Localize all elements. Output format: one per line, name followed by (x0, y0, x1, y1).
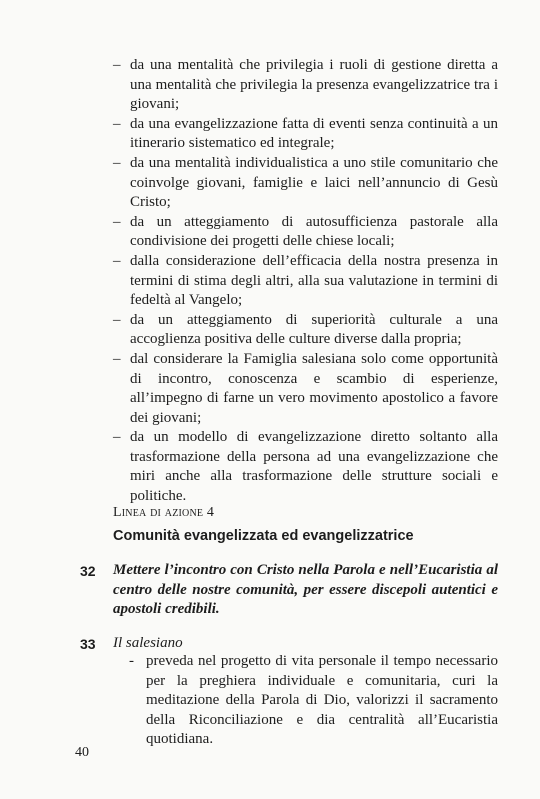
dash-marker: – (113, 57, 121, 73)
dash-marker: – (113, 252, 121, 269)
dash-marker: – (113, 350, 121, 367)
list-item: – da una mentalità individualistica a uno stile comunitario che coinvolge giovani, famiglie e laici nell’annuncio di Gesù Cristo; (113, 154, 499, 211)
list-item: – da un atteggiamento di autosufficienza pastorale alla condivisione dei progetti delle chiese locali; (113, 213, 498, 250)
paragraph-number: 33 (80, 636, 96, 652)
page-number: 40 (75, 745, 89, 760)
transition-list (113, 56, 498, 507)
paragraph-number: 32 (80, 563, 96, 579)
paragraph-33-lead: Il salesiano (113, 635, 183, 651)
dash-marker: – (113, 213, 121, 230)
list-item: – da un atteggiamento di superiorità culturale a una accoglienza positiva delle culture diverse dalla propria; (113, 311, 498, 348)
paragraph-32: Mettere l’incontro con Cristo nella Parola e nell’Eucaristia al centro delle nostre comunità, per essere discepoli autentici e apostoli credibili. (113, 562, 499, 618)
list-item: – da un modello di evangelizzazione diretto soltanto alla trasformazione della persona ad una evangelizzazione che miri anche alla trasformazione delle strutture sociali e politiche. (113, 429, 498, 505)
list-item: – dal considerare la Famiglia salesiana solo come opportunità di incontro, conoscenza e scambio di esperienze, all’impegno di farne un vero movimento apostolico a favore dei giovani; (113, 350, 498, 426)
dash-marker: – (113, 115, 121, 132)
list-item: - preveda nel progetto di vita personale il tempo necessario per la preghiera individuale e comunitaria, curi la meditazione della Parola di Dio, valorizzi il sacramento della Riconciliazione e dia centralità all’Eucaristia quotidiana. (129, 653, 498, 748)
dash-marker: – (113, 429, 121, 446)
dash-marker: – (113, 154, 121, 171)
section-heading: Comunità evangelizzata ed evangelizzatrice (113, 528, 414, 544)
list-item: – da una evangelizzazione fatta di eventi senza continuità a un itinerario sistematico ed integrale; (113, 115, 499, 152)
section-label: Linea di azione 4 (113, 505, 215, 520)
paragraph-33-list (129, 652, 498, 750)
dash-marker: – (113, 311, 121, 328)
dash-marker: - (129, 653, 134, 669)
list-item: – dalla considerazione dell’efficacia della nostra presenza in termini di stima degli altri, alla sua valutazione in termini di fedeltà al Vangelo; (113, 252, 499, 309)
list-item: – da una mentalità che privilegia i ruoli di gestione diretta a una mentalità che privilegia la presenza evangelizzatrice tra i giovani; (113, 57, 499, 113)
